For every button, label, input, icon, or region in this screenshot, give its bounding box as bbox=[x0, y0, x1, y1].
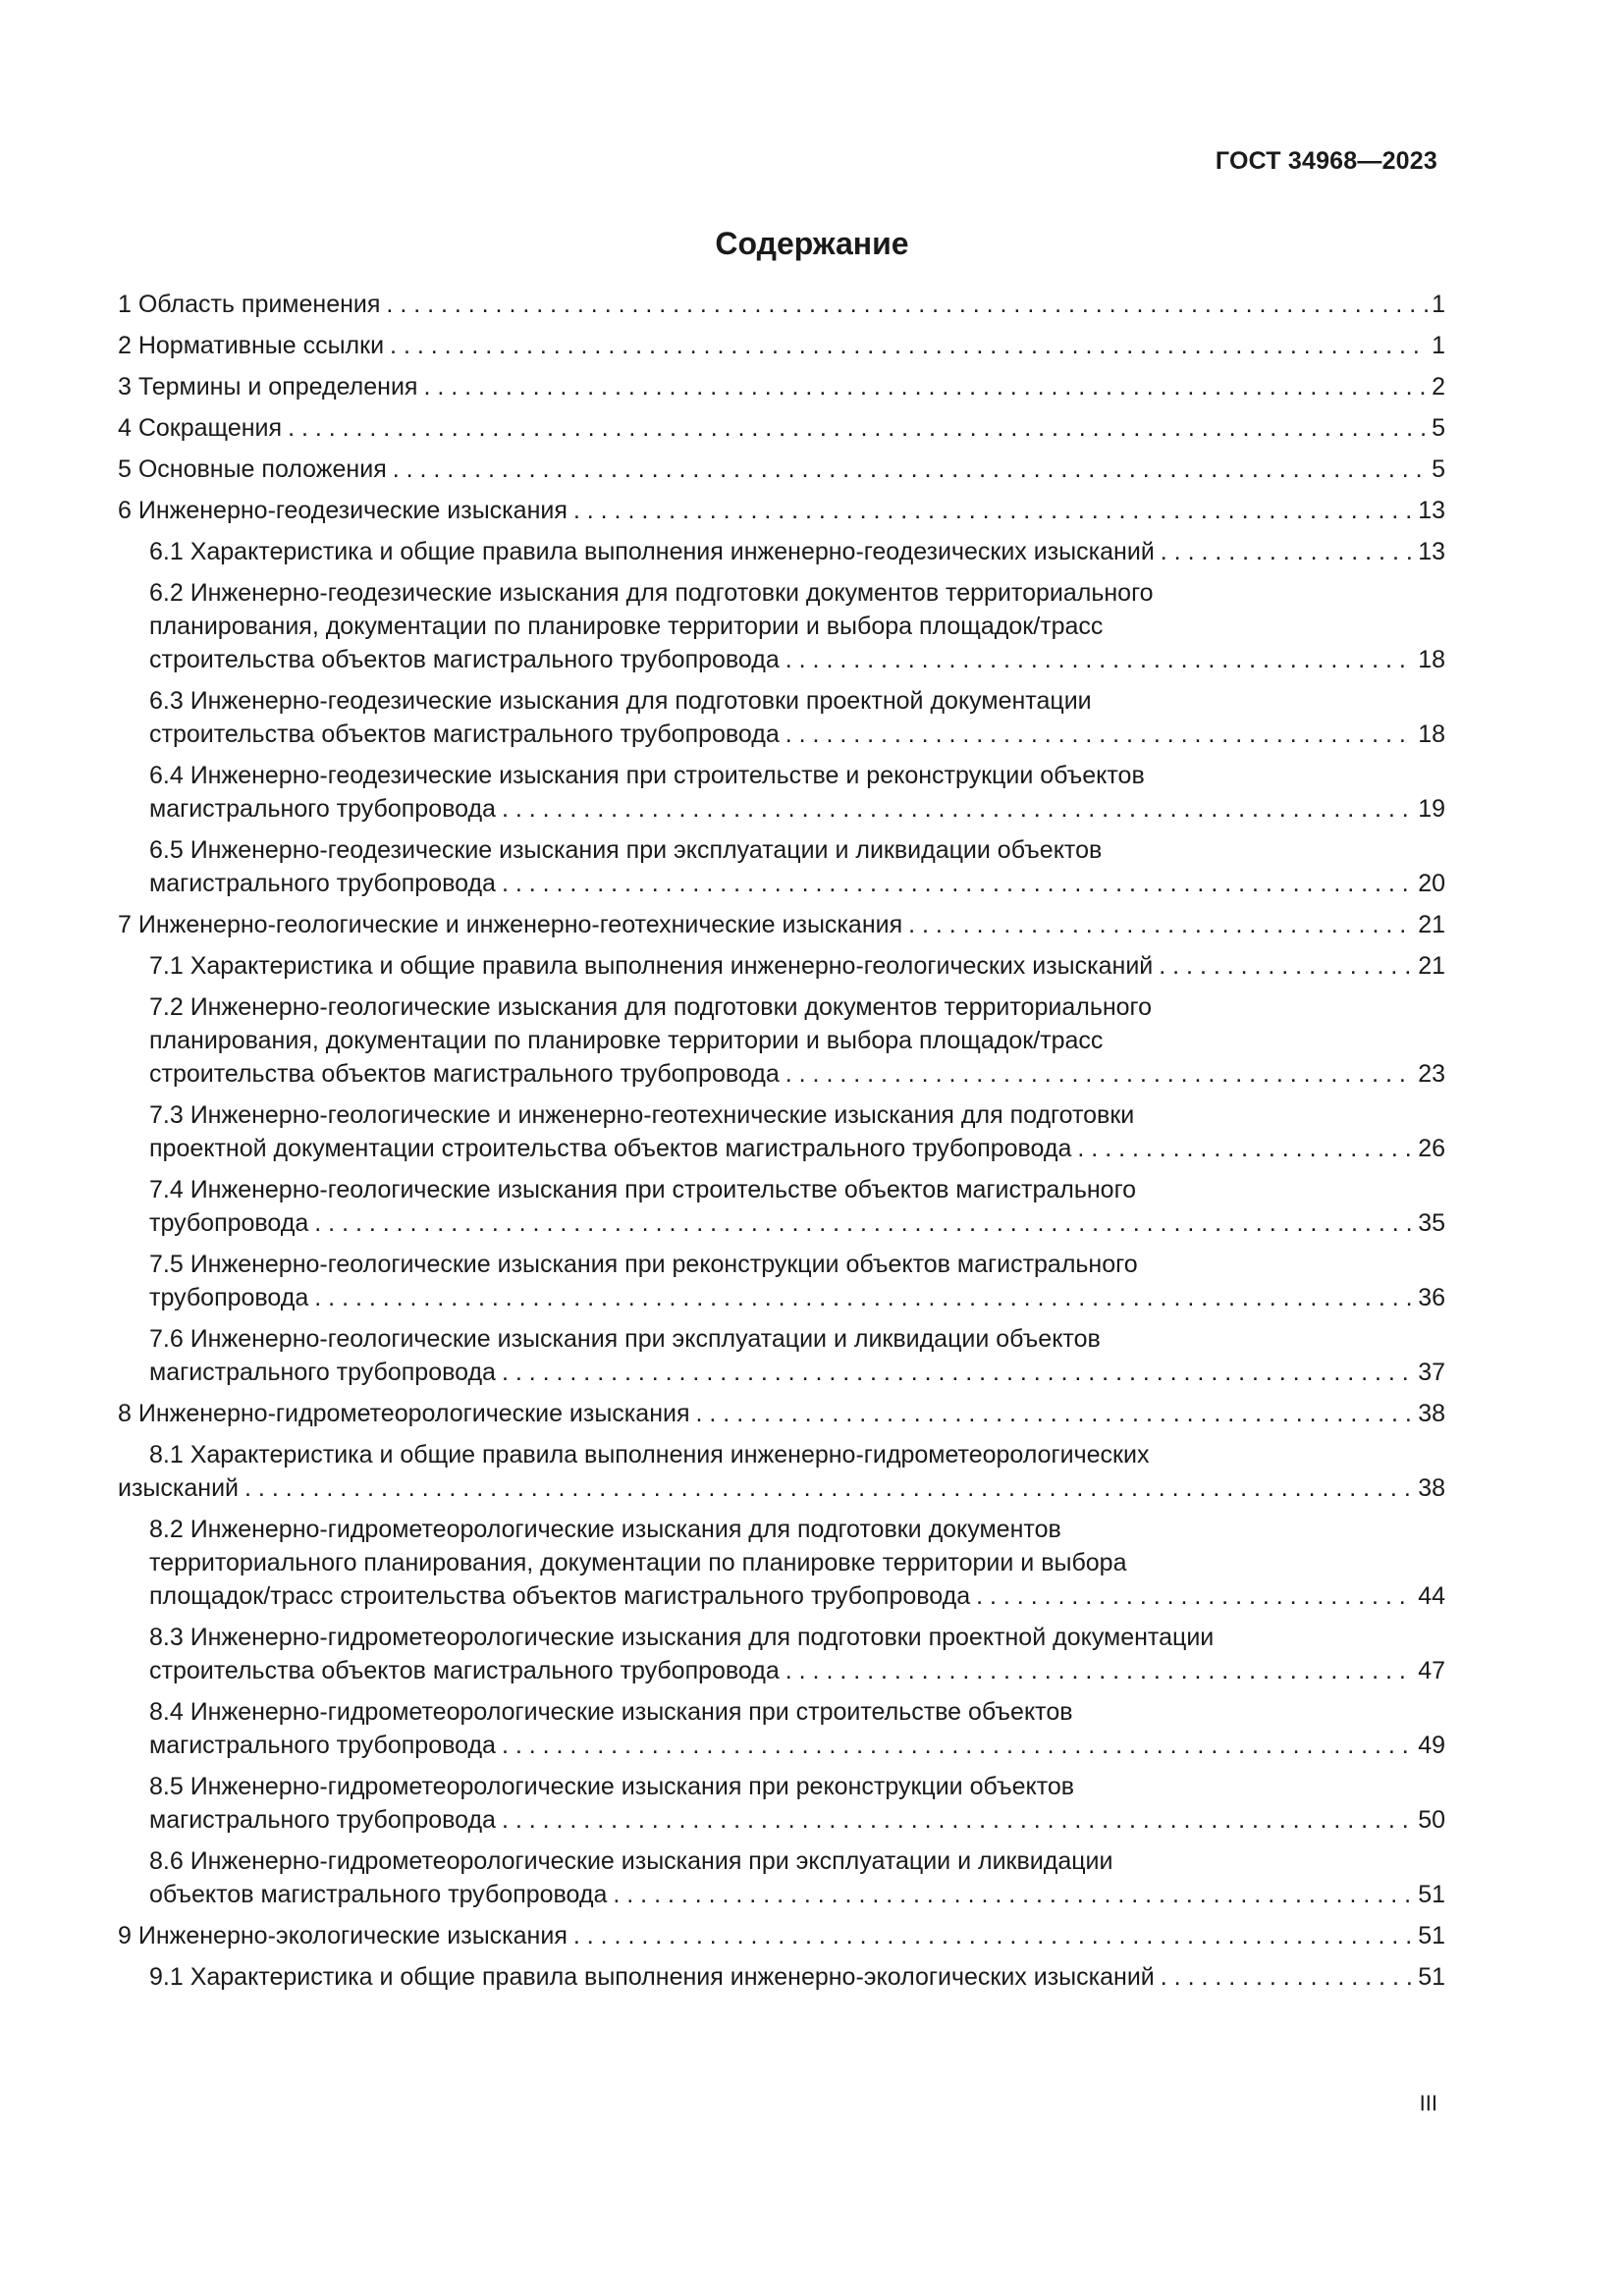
dot-leader bbox=[785, 643, 1414, 676]
dot-leader bbox=[502, 1803, 1414, 1837]
dot-leader bbox=[785, 1057, 1414, 1091]
toc-entry-text-line: 8.6 Инженерно-гидрометеорологические изыскания при эксплуатации и ликвидации bbox=[149, 1847, 1113, 1875]
toc-page-number: 44 bbox=[1418, 1582, 1445, 1610]
toc-entry-text-line: магистрального трубопровода bbox=[149, 870, 496, 897]
toc-entry-text-line: строительства объектов магистрального трубопровода bbox=[149, 1657, 780, 1684]
toc-page-number: 38 bbox=[1418, 1400, 1445, 1427]
toc-entry-text-line: 2 Нормативные ссылки bbox=[118, 332, 385, 359]
toc-entry-text-line: площадок/трасс строительства объектов магистрального трубопровода bbox=[149, 1582, 971, 1610]
toc-entry[interactable] bbox=[118, 1960, 1445, 1994]
toc-entry[interactable] bbox=[118, 1248, 1445, 1314]
toc-entry[interactable] bbox=[118, 1621, 1445, 1687]
toc-entry[interactable] bbox=[118, 453, 1445, 486]
toc-entry[interactable] bbox=[118, 576, 1445, 676]
toc-entry-text-line: 4 Сокращения bbox=[118, 414, 283, 442]
toc-entry-text-line: территориального планирования, документации по планировке территории и выбора bbox=[149, 1549, 1127, 1576]
toc-page-number: 13 bbox=[1418, 538, 1445, 565]
toc-page-number: 35 bbox=[1418, 1209, 1445, 1237]
toc-entry-text-line: 7.2 Инженерно-геологические изыскания для подготовки документов территориального bbox=[149, 993, 1153, 1021]
toc-entry-text-line: 5 Основные положения bbox=[118, 455, 387, 483]
toc-page-number: 49 bbox=[1418, 1732, 1445, 1759]
toc-entry[interactable] bbox=[118, 329, 1445, 362]
toc-entry[interactable] bbox=[118, 1513, 1445, 1613]
toc-entry-text-line: 7 Инженерно-геологические и инженерно-геотехнические изыскания bbox=[118, 911, 903, 938]
page-number: III bbox=[1419, 2091, 1437, 2115]
dot-leader bbox=[1159, 949, 1414, 983]
dot-leader bbox=[696, 1397, 1415, 1430]
toc-entry-text-line: трубопровода bbox=[149, 1209, 309, 1237]
dot-leader bbox=[1077, 1132, 1414, 1165]
toc-entry-text-line: магистрального трубопровода bbox=[149, 1732, 496, 1759]
toc-entry-text-line: изысканий bbox=[118, 1474, 240, 1502]
dot-leader bbox=[785, 1654, 1414, 1687]
toc-entry-text-line: 1 Область применения bbox=[118, 291, 381, 318]
toc-page-number: 38 bbox=[1418, 1474, 1445, 1502]
toc-page-number: 5 bbox=[1432, 455, 1445, 483]
toc-title: Содержание bbox=[715, 226, 909, 261]
toc-entry[interactable] bbox=[118, 1695, 1445, 1762]
dot-leader bbox=[613, 1878, 1414, 1911]
dot-leader bbox=[314, 1206, 1414, 1240]
toc-page-number: 5 bbox=[1432, 414, 1445, 442]
toc-entry[interactable] bbox=[118, 535, 1445, 568]
toc-page-number: 50 bbox=[1418, 1806, 1445, 1834]
toc-page-number: 51 bbox=[1418, 1881, 1445, 1908]
dot-leader bbox=[1161, 1960, 1414, 1994]
toc-entry-text-line: строительства объектов магистрального трубопровода bbox=[149, 721, 780, 748]
document-code: ГОСТ 34968—2023 bbox=[1215, 147, 1437, 175]
toc-entry-text-line: 6.2 Инженерно-геодезические изыскания для подготовки документов территориального bbox=[149, 579, 1154, 607]
toc-entry-text-line: объектов магистрального трубопровода bbox=[149, 1881, 608, 1908]
dot-leader bbox=[502, 1356, 1414, 1389]
toc-entry-text-line: 8.5 Инженерно-гидрометеорологические изыскания при реконструкции объектов bbox=[149, 1773, 1075, 1800]
toc-entry-text-line: планирования, документации по планировке территории и выбора площадок/трасс bbox=[149, 1027, 1104, 1054]
toc-entry-text-line: 9 Инженерно-экологические изыскания bbox=[118, 1922, 568, 1949]
toc-page-number: 37 bbox=[1418, 1359, 1445, 1386]
toc-page-number: 21 bbox=[1418, 911, 1445, 938]
toc-entry[interactable] bbox=[118, 411, 1445, 445]
toc-entry[interactable] bbox=[118, 1397, 1445, 1430]
toc-entry[interactable] bbox=[118, 1173, 1445, 1240]
toc-entry[interactable] bbox=[118, 908, 1445, 941]
toc-entry-text-line: 6.5 Инженерно-геодезические изыскания при эксплуатации и ликвидации объектов bbox=[149, 836, 1103, 864]
toc-entry-text-line: 8.3 Инженерно-гидрометеорологические изыскания для подготовки проектной документации bbox=[149, 1624, 1215, 1651]
toc-entry[interactable] bbox=[118, 1322, 1445, 1389]
toc-entry-text-line: 6.1 Характеристика и общие правила выполнения инженерно-геодезических изысканий bbox=[149, 538, 1155, 565]
toc-page-number: 51 bbox=[1418, 1963, 1445, 1991]
toc-entry-text-line: 7.5 Инженерно-геологические изыскания при реконструкции объектов магистрального bbox=[149, 1251, 1138, 1278]
toc-entry-text-line: трубопровода bbox=[149, 1284, 309, 1311]
toc-entry[interactable] bbox=[118, 1919, 1445, 1952]
dot-leader bbox=[244, 1471, 1414, 1505]
dot-leader bbox=[502, 867, 1414, 900]
toc-entry-text-line: 7.6 Инженерно-геологические изыскания при эксплуатации и ликвидации объектов bbox=[149, 1325, 1101, 1353]
dot-leader bbox=[573, 494, 1414, 527]
dot-leader bbox=[288, 411, 1428, 445]
toc-page-number: 26 bbox=[1418, 1135, 1445, 1162]
toc-entry[interactable] bbox=[118, 494, 1445, 527]
dot-leader bbox=[386, 288, 1428, 321]
toc-entry[interactable] bbox=[118, 684, 1445, 751]
toc-page-number: 36 bbox=[1418, 1284, 1445, 1311]
dot-leader bbox=[502, 1729, 1414, 1762]
toc-entry-text-line: магистрального трубопровода bbox=[149, 1359, 496, 1386]
toc-entry[interactable] bbox=[118, 1098, 1445, 1165]
toc-entry[interactable] bbox=[118, 288, 1445, 321]
toc-page-number: 51 bbox=[1418, 1922, 1445, 1949]
toc-entry-text-line: 3 Термины и определения bbox=[118, 373, 418, 400]
table-of-contents bbox=[118, 288, 1445, 2002]
toc-page-number: 1 bbox=[1432, 291, 1445, 318]
dot-leader bbox=[976, 1579, 1414, 1613]
dot-leader bbox=[390, 329, 1428, 362]
toc-entry-text-line: 6 Инженерно-геодезические изыскания bbox=[118, 497, 568, 524]
toc-entry-text-line: строительства объектов магистрального трубопровода bbox=[149, 1060, 780, 1088]
toc-entry[interactable] bbox=[118, 759, 1445, 826]
toc-entry[interactable] bbox=[118, 370, 1445, 403]
toc-entry[interactable] bbox=[118, 1438, 1445, 1505]
toc-entry-text-line: 8 Инженерно-гидрометеорологические изыскания bbox=[118, 1400, 690, 1427]
toc-entry[interactable] bbox=[118, 949, 1445, 983]
toc-page-number: 2 bbox=[1432, 373, 1445, 400]
toc-entry[interactable] bbox=[118, 990, 1445, 1091]
toc-page-number: 18 bbox=[1418, 646, 1445, 673]
toc-page-number: 23 bbox=[1418, 1060, 1445, 1088]
toc-entry-text-line: магистрального трубопровода bbox=[149, 1806, 496, 1834]
dot-leader bbox=[502, 792, 1414, 826]
dot-leader bbox=[1161, 535, 1414, 568]
toc-entry-text-line: планирования, документации по планировке территории и выбора площадок/трасс bbox=[149, 613, 1104, 640]
toc-entry-text-line: магистрального трубопровода bbox=[149, 795, 496, 823]
toc-entry-text-line: 7.3 Инженерно-геологические и инженерно-геотехнические изыскания для подготовки bbox=[149, 1101, 1135, 1129]
toc-page-number: 13 bbox=[1418, 497, 1445, 524]
toc-entry-text-line: проектной документации строительства объектов магистрального трубопровода bbox=[149, 1135, 1072, 1162]
toc-entry[interactable] bbox=[118, 1770, 1445, 1837]
toc-page-number: 19 bbox=[1418, 795, 1445, 823]
toc-entry-text-line: 9.1 Характеристика и общие правила выполнения инженерно-экологических изысканий bbox=[149, 1963, 1155, 1991]
toc-page-number: 47 bbox=[1418, 1657, 1445, 1684]
dot-leader bbox=[785, 718, 1414, 751]
toc-page-number: 18 bbox=[1418, 721, 1445, 748]
toc-entry-text-line: 7.4 Инженерно-геологические изыскания при строительстве объектов магистрального bbox=[149, 1176, 1137, 1203]
toc-entry[interactable] bbox=[118, 833, 1445, 900]
dot-leader bbox=[908, 908, 1414, 941]
toc-entry[interactable] bbox=[118, 1844, 1445, 1911]
toc-entry-text-line: 8.4 Инженерно-гидрометеорологические изыскания при строительстве объектов bbox=[149, 1698, 1073, 1726]
dot-leader bbox=[423, 370, 1428, 403]
toc-entry-text-line: 6.3 Инженерно-геодезические изыскания для подготовки проектной документации bbox=[149, 687, 1092, 715]
toc-page-number: 20 bbox=[1418, 870, 1445, 897]
toc-page-number: 1 bbox=[1432, 332, 1445, 359]
dot-leader bbox=[573, 1919, 1414, 1952]
dot-leader bbox=[393, 453, 1428, 486]
toc-entry-text-line: 8.1 Характеристика и общие правила выполнения инженерно-гидрометеорологических bbox=[149, 1441, 1150, 1468]
toc-entry-text-line: 8.2 Инженерно-гидрометеорологические изыскания для подготовки документов bbox=[149, 1516, 1061, 1543]
toc-entry-text-line: 7.1 Характеристика и общие правила выполнения инженерно-геологических изысканий bbox=[149, 952, 1154, 980]
toc-page-number: 21 bbox=[1418, 952, 1445, 980]
toc-entry-text-line: строительства объектов магистрального трубопровода bbox=[149, 646, 780, 673]
dot-leader bbox=[314, 1281, 1414, 1314]
toc-entry-text-line: 6.4 Инженерно-геодезические изыскания при строительстве и реконструкции объектов bbox=[149, 762, 1145, 789]
